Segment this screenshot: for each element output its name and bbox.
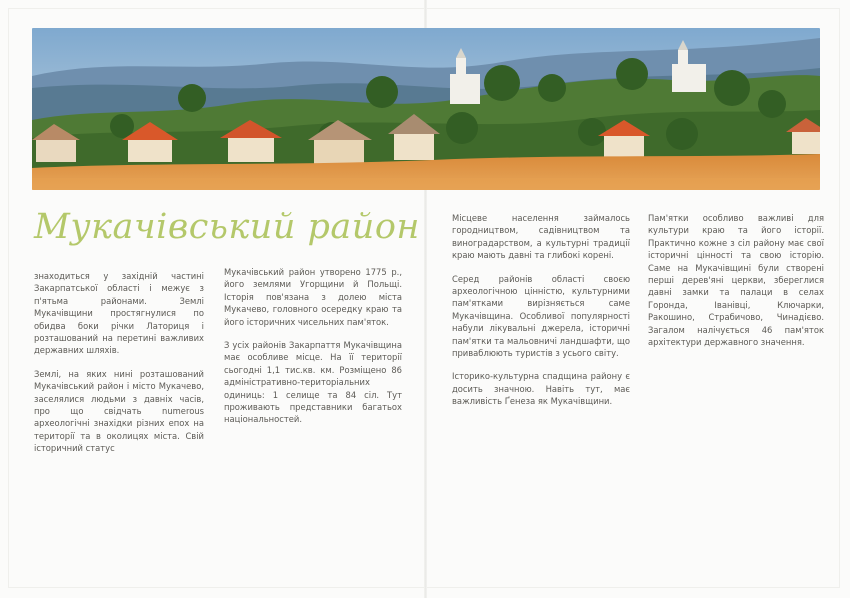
paragraph: Землі, на яких нині розташований Мукачівський район і місто Мукачево, заселялися людьми з давніх часів, про що свідчать numerous археологічні знахідки різних епох на території та в околицях міста. Свій історичний статус [34, 368, 204, 454]
section-heading: Мукачівський район [34, 207, 420, 247]
paragraph: Історико-культурна спадщина району є досить значною. Навіть тут, має важливість Ґенеза як Мукачівщини. [452, 371, 630, 407]
text-column-1 [34, 270, 204, 466]
text-column-4 [648, 212, 824, 359]
paragraph: З усіх районів Закарпаття Мукачівщина має особливе місце. На її території сьогодні 1,1 тис.кв. км. Розміщено 86 адміністративно-територіальних одиниць: 1 селище та 84 сіл. Тут проживають представники багатьох національностей. [224, 340, 402, 425]
panorama-photo [32, 28, 820, 190]
paragraph: знаходиться у західній частині Закарпатської області і межує з п'ятьма районами. Землі Мукачівщини простягнулися по обидва боки річки Латориця і розташований на перетині важливих державних шляхів. [34, 271, 204, 356]
paragraph: Мукачівський район утворено 1775 р., його землями Угорщини й Польщі. Історія пов'язана з долею міста Мукачево, головного осередку краю та його історичних чисельних пам'яток. [224, 267, 402, 327]
paragraph: Місцеве населення займалось городництвом, садівництвом та виноградарством, а культурні традиції краю мають давні та глибокі корені. [452, 213, 630, 261]
paragraph: Серед районів області своєю археологічною цінністю, культурними пам'ятками вирізняється саме Мукачівщина. Особливої популярності набули лікувальні джерела, історичні пам'ятки та мальовничі ландшафти, що приваблюють туристів з усього світу. [452, 273, 631, 359]
text-column-2 [224, 266, 402, 437]
text-column-3 [452, 212, 630, 419]
paragraph: Пам'ятки особливо важливі для культури краю та його історії. Практично кожне з сіл району має свої історичні цінності та свою історію. Саме на Мукачівщині були створені перші дерев'яні церкви, збереглися давні замки та палаци в селах Горонда, Іванівці, Ключарки, Ракошино, Страбичово, Чинадієво. Загалом налічується 46 пам'яток архітектури державного значення. [648, 213, 824, 348]
